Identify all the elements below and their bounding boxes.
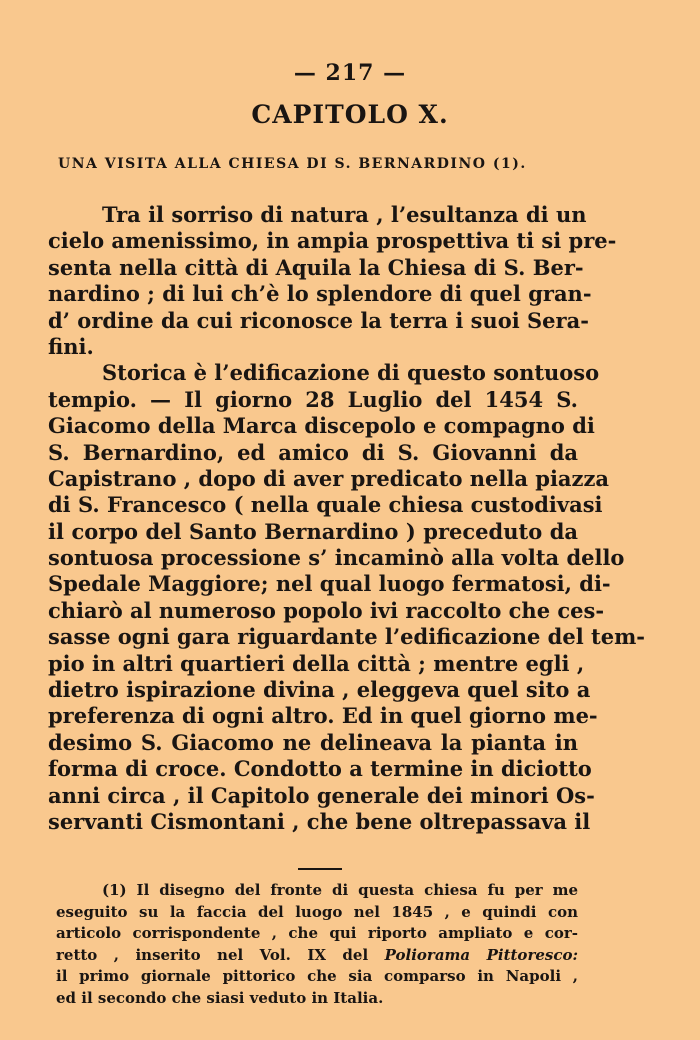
page-number: — 217 —: [293, 60, 407, 86]
footnote-italic-title: Poliorama Pittoresco:: [384, 945, 579, 964]
body-line: forma di croce. Condotto a termine in diciotto: [48, 756, 592, 782]
chapter-title: CAPITOLO X.: [251, 100, 449, 129]
footnote-line-text: retto , inserito nel Vol. IX del: [56, 945, 385, 964]
body-line: il corpo del Santo Bernardino ) preceduto da: [48, 518, 578, 544]
body-line: di S. Francesco ( nella quale chiesa custodivasi: [48, 492, 603, 518]
body-line: Spedale Maggiore; nel qual luogo fermatosi, di-: [48, 571, 611, 597]
body-text: [48, 202, 646, 835]
body-line: desimo S. Giacomo ne delineava la pianta in: [48, 729, 578, 755]
body-line: sasse ogni gara riguardante l’edificazione del tem-: [48, 624, 646, 650]
footnote: [56, 880, 578, 1010]
body-line: dietro ispirazione divina , eleggeva quel sito a: [48, 677, 591, 703]
body-line: cielo amenissimo, in ampia prospettiva ti si pre-: [48, 228, 617, 254]
footnote-divider: [298, 868, 342, 870]
footnote-line: eseguito su la faccia del luogo nel 1845 , e quindi con: [56, 902, 578, 921]
body-line: sontuosa processione s’ incaminò alla volta dello: [48, 545, 625, 571]
chapter-subtitle: UNA VISITA ALLA CHIESA DI S. BERNARDINO (1).: [58, 156, 527, 172]
body-line: S. Bernardino, ed amico di S. Giovanni da: [48, 439, 578, 465]
body-line: Tra il sorriso di natura , l’esultanza di un: [102, 202, 587, 227]
body-line: fini.: [48, 333, 94, 359]
body-line: senta nella città di Aquila la Chiesa di S. Ber-: [48, 254, 584, 280]
footnote-line: articolo corrispondente , che qui riporto ampliato e cor-: [56, 924, 578, 943]
footnote-line: il primo giornale pittorico che sia comparso in Napoli ,: [56, 967, 578, 986]
footnote-line: (1) Il disegno del fronte di questa chiesa fu per me: [102, 881, 578, 899]
body-line: Storica è l’edificazione di questo sontuoso: [102, 360, 600, 386]
body-line: anni circa , il Capitolo generale dei minori Os-: [48, 782, 595, 808]
body-line: tempio. — Il giorno 28 Luglio del 1454 S.: [48, 386, 578, 412]
body-line: servanti Cismontani , che bene oltrepassava il: [48, 808, 591, 834]
body-line: d’ ordine da cui riconosce la terra i suoi Sera-: [48, 307, 589, 333]
body-line: chiarò al numeroso popolo ivi raccolto che ces-: [48, 597, 605, 623]
footnote-line: ed il secondo che siasi veduto in Italia.: [56, 988, 384, 1007]
body-line: nardino ; di lui ch’è lo splendore di quel gran-: [48, 281, 592, 307]
body-line: Capistrano , dopo di aver predicato nella piazza: [48, 465, 610, 491]
body-line: Giacomo della Marca discepolo e compagno di: [48, 413, 595, 439]
footnote-line: [56, 945, 578, 967]
body-line: pio in altri quartieri della città ; mentre egli ,: [48, 650, 585, 676]
body-line: preferenza di ogni altro. Ed in quel giorno me-: [48, 703, 598, 729]
